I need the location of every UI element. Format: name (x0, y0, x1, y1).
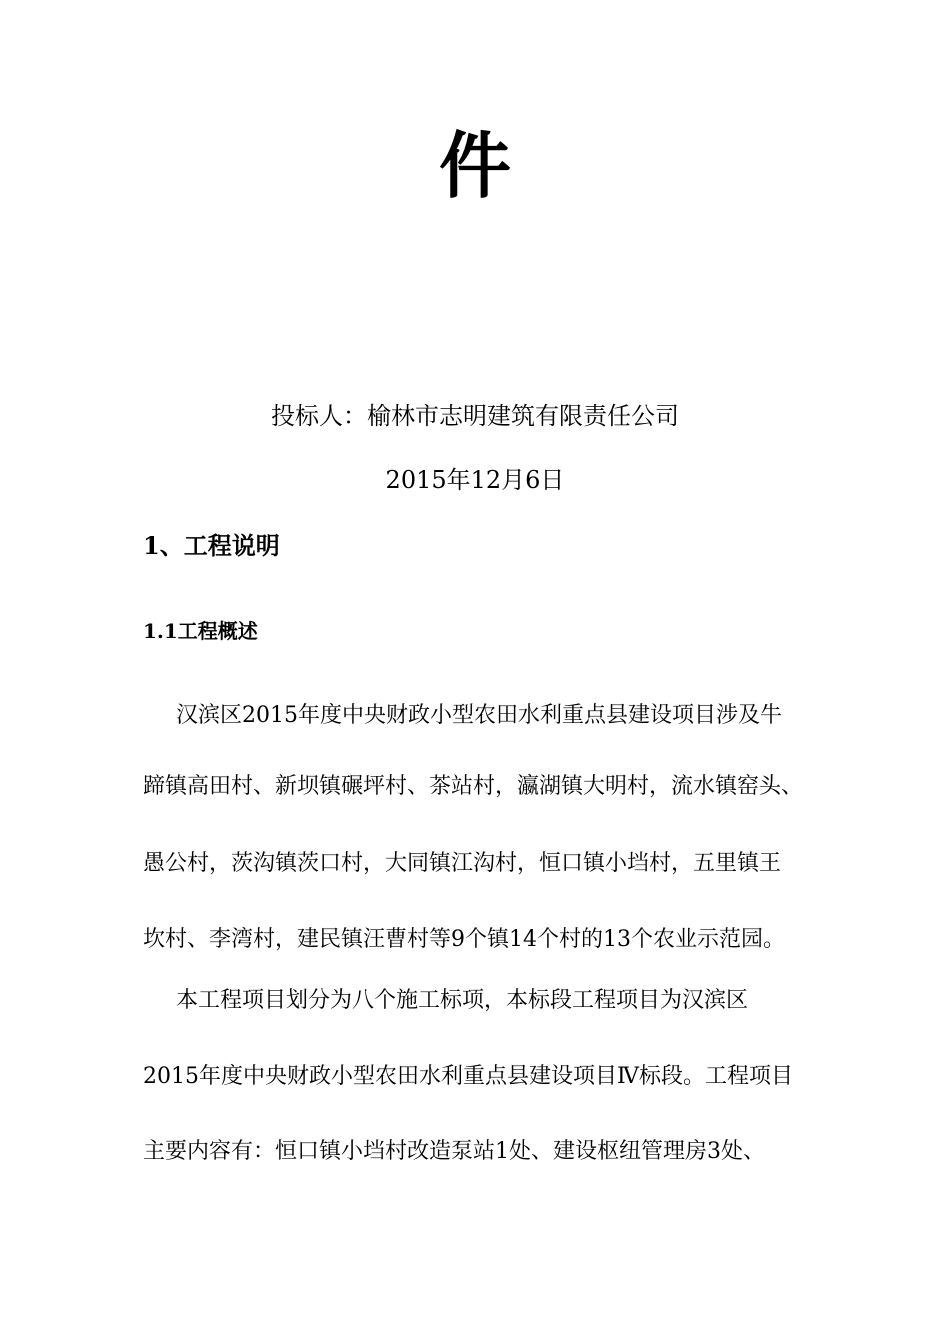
paragraph-line: 本工程项目划分为八个施工标项，本标段工程项目为汉滨区 (176, 988, 749, 1013)
paragraph-line: 蹄镇高田村、新坝镇碾坪村、茶站村，瀛湖镇大明村，流水镇窑头、 (143, 774, 804, 799)
paragraph-line: 汉滨区2015年度中央财政小型农田水利重点县建设项目涉及牛 (176, 703, 782, 728)
paragraph-line: 坎村、李湾村，建民镇汪曹村等9个镇14个村的13个农业示范园。 (143, 927, 785, 952)
paragraph-line: 2015年度中央财政小型农田水利重点县建设项目Ⅳ标段。工程项目 (143, 1064, 793, 1089)
subsection-heading: 1.1工程概述 (143, 619, 258, 643)
paragraph-line: 主要内容有：恒口镇小垱村改造泵站1处、建设枢纽管理房3处、 (143, 1139, 765, 1164)
date-line: 2015年12月6日 (385, 466, 565, 494)
paragraph-line: 愚公村，茨沟镇茨口村，大同镇江沟村，恒口镇小垱村，五里镇王 (143, 851, 782, 876)
cover-title-character: 件 (438, 123, 511, 208)
section-heading: 1、工程说明 (143, 531, 280, 560)
bidder-line: 投标人：榆林市志明建筑有限责任公司 (271, 402, 679, 430)
